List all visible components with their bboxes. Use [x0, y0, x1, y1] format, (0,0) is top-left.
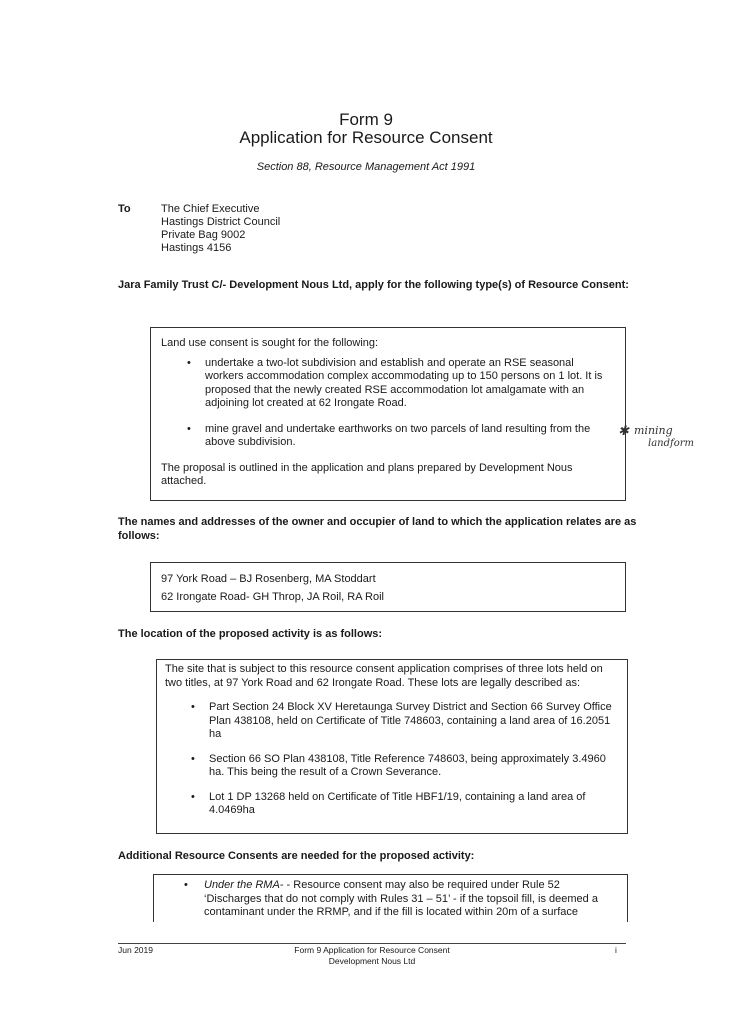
location-intro: The site that is subject to this resource consent application comprises of three lots held on two titles, at 97 York Road and 62 Irongate Road. These lots are legally described as: [165, 663, 603, 689]
handwritten-annotation: landform [648, 438, 694, 449]
owners-box [150, 562, 626, 612]
owner-line: 97 York Road – BJ Rosenberg, MA Stoddart [161, 573, 376, 585]
address-line: Private Bag 9002 [161, 229, 246, 241]
star-icon: ✱ [618, 424, 629, 439]
list-item [161, 357, 615, 411]
handwritten-annotation: mining [634, 424, 673, 437]
address-line: Hastings District Council [161, 216, 281, 228]
consent-box [150, 327, 626, 501]
applicant-heading: Jara Family Trust C/- Development Nous Ltd, apply for the following type(s) of Resource Consent: [118, 279, 629, 291]
bullet-text: Section 66 SO Plan 438108, Title Reference 748603, being approximately 3.4960 ha. This being the result of a Crown Severance. [209, 752, 606, 778]
page-number: i [615, 945, 617, 955]
additional-box [153, 874, 628, 922]
footer-center [232, 945, 512, 967]
to-label: To [118, 203, 131, 215]
bullet-text: Part Section 24 Block XV Heretaunga Survey District and Section 66 Survey Office Plan 438108, held on Certificate of Title 748603, containing a land area of 16.2051 ha [209, 701, 612, 740]
form-number: Form 9 [339, 110, 393, 129]
footer-divider [118, 943, 626, 944]
list-item [165, 791, 619, 818]
bullet-text: undertake a two-lot subdivision and establish and operate an RSE seasonal workers accommodation complex accommodating up to 150 persons on 1 lot. It is proposed that the newly created RSE accommodation lot amalgamate with an adjoining lot created at 62 Irongate Road. [205, 356, 603, 409]
footer-form-title: Form 9 Application for Resource Consent [294, 945, 450, 955]
bullet-icon: • [184, 879, 188, 891]
recipient-address [161, 203, 280, 255]
location-box [156, 659, 628, 834]
bullet-icon: • [191, 790, 195, 803]
bullet-icon: • [191, 752, 195, 765]
consent-intro: Land use consent is sought for the following: [161, 337, 379, 349]
address-line: Hastings 4156 [161, 242, 232, 254]
address-line: The Chief Executive [161, 203, 260, 215]
rule-lead: Under the RMA- [204, 879, 284, 891]
bullet-icon: • [187, 422, 191, 435]
subtitle: Section 88, Resource Management Act 1991 [256, 161, 476, 173]
additional-heading: Additional Resource Consents are needed for the proposed activity: [118, 850, 475, 862]
owner-line: 62 Irongate Road- GH Throp, JA Roil, RA Roil [161, 591, 384, 603]
bullet-text: mine gravel and undertake earthworks on two parcels of land resulting from the above subdivision. [205, 422, 591, 448]
bullet-icon: • [191, 701, 195, 713]
owners-heading: The names and addresses of the owner and occupier of land to which the application relates are as follows: [118, 516, 637, 542]
list-item [162, 879, 619, 920]
bullet-icon: • [187, 356, 191, 369]
location-heading: The location of the proposed activity is as follows: [118, 628, 383, 640]
list-item [161, 423, 615, 450]
footer-date: Jun 2019 [118, 945, 153, 955]
list-item [165, 753, 619, 780]
bullet-text: Lot 1 DP 13268 held on Certificate of Title HBF1/19, containing a land area of 4.0469ha [209, 790, 586, 816]
rule-text: - Resource consent may also be required under Rule 52 ‘Discharges that do not comply with Rules 31 – 51’ - if the topsoil fill, is deemed a contaminant under the RRMP, and if the fill is located within 20m of a surface [204, 879, 598, 918]
consent-outro: The proposal is outlined in the application and plans prepared by Development Nous attached. [161, 461, 573, 487]
page-title: Application for Resource Consent [239, 128, 493, 147]
list-item [165, 701, 619, 742]
footer-company: Development Nous Ltd [328, 956, 416, 966]
